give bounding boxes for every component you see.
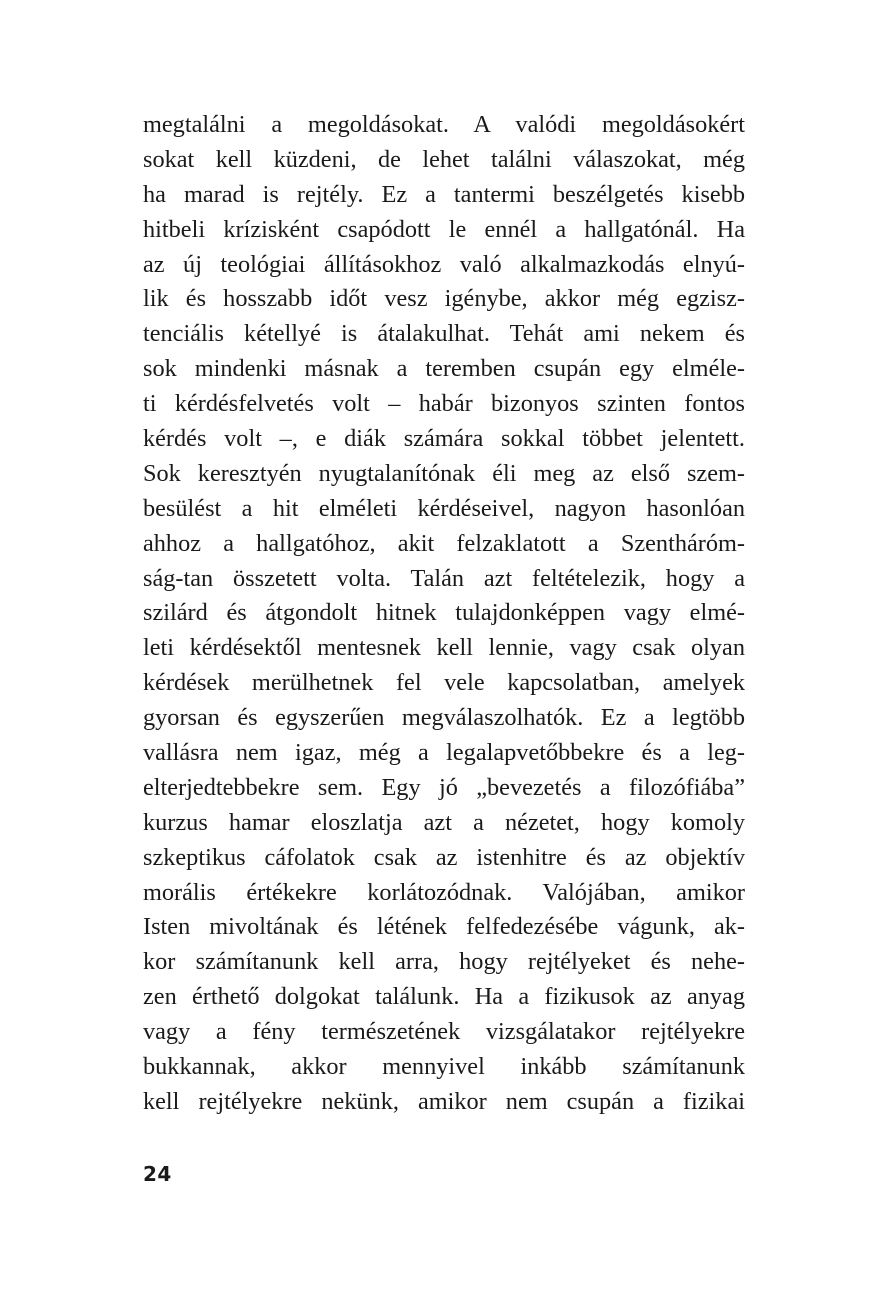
text-line: az új teológiai állításokhoz való alkalmazkodás elnyú-: [143, 250, 745, 278]
text-line: ahhoz a hallgatóhoz, akit felzaklatott a Szentháróm-: [143, 529, 745, 557]
text-line: kurzus hamar eloszlatja azt a nézetet, hogy komoly: [143, 808, 745, 836]
text-line: besülést a hit elméleti kérdéseivel, nagyon hasonlóan: [143, 494, 745, 522]
text-line: gyorsan és egyszerűen megválaszolhatók. Ez a legtöbb: [143, 704, 745, 732]
text-line: morális értékekre korlátozódnak. Valójában, amikor: [143, 878, 745, 906]
body-text: [143, 108, 745, 1120]
text-line: hitbeli krízisként csapódott le ennél a hallgatónál. Ha: [143, 215, 745, 243]
text-line: zen érthető dolgokat találunk. Ha a fizikusok az anyag: [143, 983, 745, 1011]
text-line: kell rejtélyekre nekünk, amikor nem csupán a fizikai: [143, 1087, 745, 1115]
text-line: elterjedtebbekre sem. Egy jó „bevezetés a filozófiába”: [143, 773, 745, 801]
text-line: vagy a fény természetének vizsgálatakor rejtélyekre: [143, 1018, 745, 1046]
text-line: szilárd és átgondolt hitnek tulajdonképpen vagy elmé-: [143, 599, 745, 627]
text-line: sok mindenki másnak a teremben csupán egy elméle-: [143, 355, 745, 383]
text-line: ti kérdésfelvetés volt – habár bizonyos szinten fontos: [143, 390, 745, 418]
text-line: ha marad is rejtély. Ez a tantermi beszélgetés kisebb: [143, 180, 745, 208]
text-line: sokat kell küzdeni, de lehet találni válaszokat, még: [143, 145, 745, 173]
text-line: bukkannak, akkor mennyivel inkább számítanunk: [143, 1053, 745, 1081]
text-line: Sok keresztyén nyugtalanítónak éli meg az első szem-: [143, 459, 745, 487]
page-number: 24: [143, 1162, 172, 1186]
text-line: vallásra nem igaz, még a legalapvetőbbekre és a leg-: [143, 739, 745, 767]
text-line: leti kérdésektől mentesnek kell lennie, vagy csak olyan: [143, 634, 745, 662]
text-line: megtalálni a megoldásokat. A valódi megoldásokért: [143, 111, 745, 138]
text-line: kor számítanunk kell arra, hogy rejtélyeket és nehe-: [143, 948, 745, 976]
text-line: kérdések merülhetnek fel vele kapcsolatban, amelyek: [143, 669, 745, 697]
text-line: kérdés volt –, e diák számára sokkal többet jelentett.: [143, 425, 745, 453]
text-line: lik és hosszabb időt vesz igénybe, akkor még egzisz-: [143, 285, 745, 313]
text-line: Isten mivoltának és létének felfedezésébe vágunk, ak-: [143, 913, 745, 941]
text-line: tenciális kétellyé is átalakulhat. Tehát ami nekem és: [143, 320, 745, 348]
text-line: ság-tan összetett volta. Talán azt feltételezik, hogy a: [143, 564, 745, 592]
text-line: szkeptikus cáfolatok csak az istenhitre és az objektív: [143, 843, 745, 871]
